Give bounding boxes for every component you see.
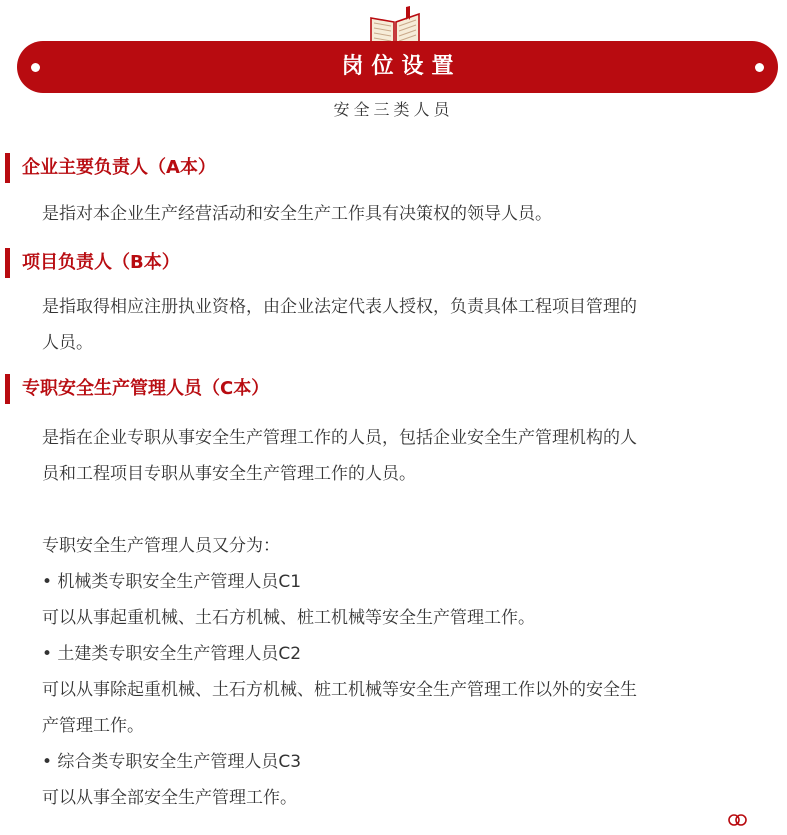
banner-dot-right: [755, 63, 764, 72]
section-heading-c: 专职安全生产管理人员（C本）: [5, 374, 269, 404]
section-b-text: [42, 289, 762, 361]
section-a-text: [42, 196, 762, 232]
list-item-bullet: • 机械类专职安全生产管理人员C1: [42, 572, 302, 592]
list-item-text: 可以从事全部安全生产管理工作。: [42, 788, 297, 808]
text-line: 是指在企业专职从事安全生产管理工作的人员，包括企业安全生产管理机构的人: [42, 428, 637, 448]
list-item-bullet: • 综合类专职安全生产管理人员C3: [42, 752, 302, 772]
list-item-text: 可以从事除起重机械、土石方机械、桩工机械等安全生产管理工作以外的安全生: [42, 680, 637, 700]
text-line: 是指对本企业生产经营活动和安全生产工作具有决策权的领导人员。: [42, 204, 552, 224]
details-block: [42, 528, 762, 816]
section-heading-b: 项目负责人（B本）: [5, 248, 180, 278]
double-ring-icon: [726, 813, 750, 827]
banner-title: 岗位设置: [341, 54, 462, 79]
list-item-bullet: • 土建类专职安全生产管理人员C2: [42, 644, 302, 664]
section-c-text: [42, 420, 762, 492]
text-line: 人员。: [42, 333, 93, 353]
list-item-text: 可以从事起重机械、土石方机械、桩工机械等安全生产管理工作。: [42, 608, 535, 628]
text-line: 是指取得相应注册执业资格，由企业法定代表人授权，负责具体工程项目管理的: [42, 297, 637, 317]
text-line: 员和工程项目专职从事安全生产管理工作的人员。: [42, 464, 416, 484]
list-item-text: 产管理工作。: [42, 716, 144, 736]
title-banner: [17, 41, 778, 93]
details-intro: 专职安全生产管理人员又分为：: [42, 536, 280, 556]
section-heading-a: 企业主要负责人（A本）: [5, 153, 216, 183]
banner-subtitle: 安全三类人员: [333, 100, 454, 119]
